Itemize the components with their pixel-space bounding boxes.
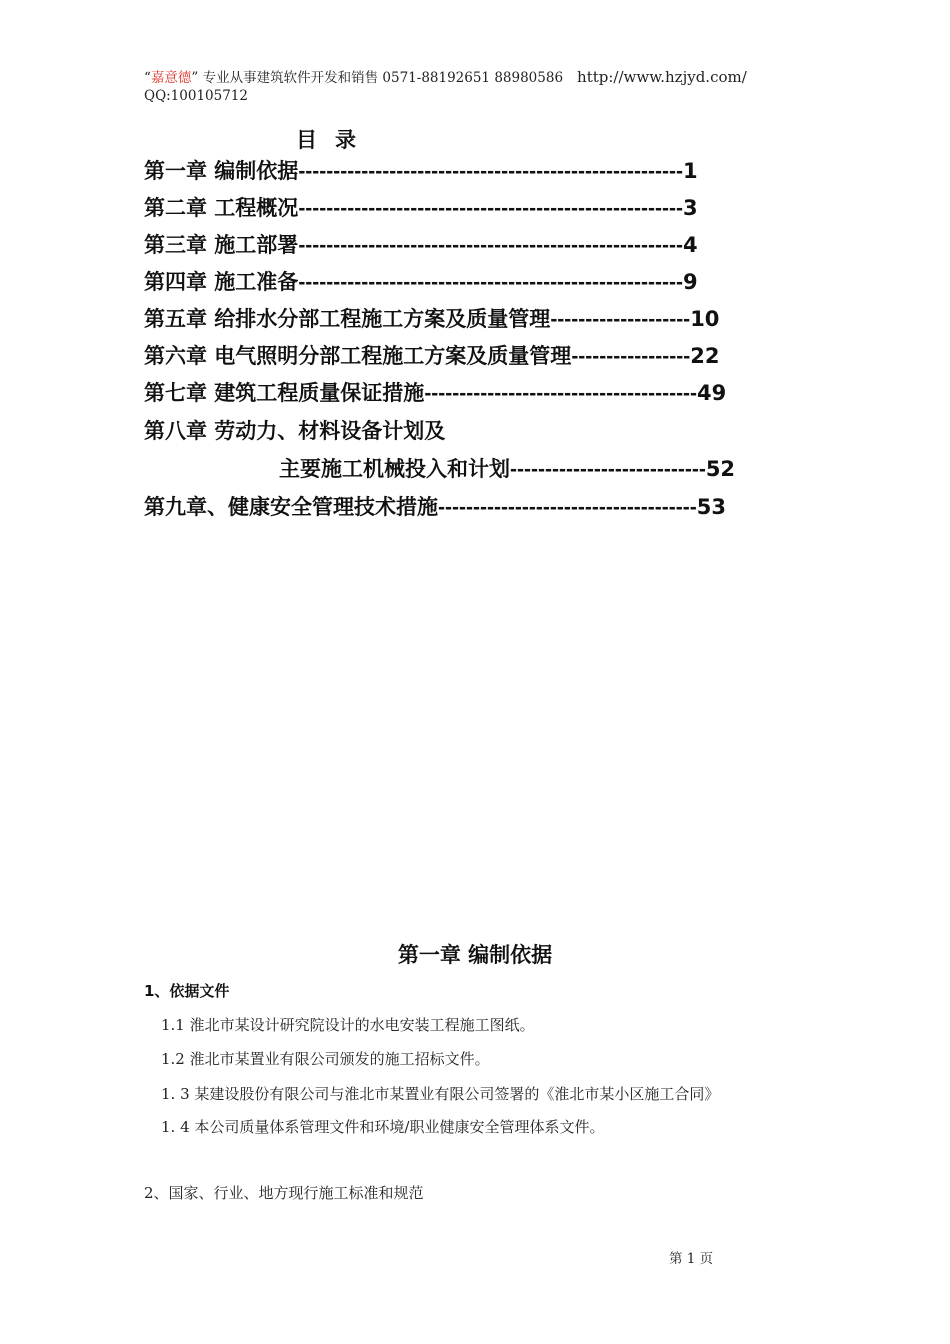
toc-entry[interactable] — [144, 340, 719, 377]
toc-entry-text: 第二章 工程概况 — [144, 196, 299, 220]
toc-entry[interactable] — [279, 453, 735, 490]
toc-page-number: 53 — [696, 495, 726, 519]
toc-page-number: 4 — [682, 233, 698, 257]
basis-item: 1.2 淮北市某置业有限公司颁发的施工招标文件。 — [161, 1050, 490, 1068]
toc-entry-text: 第七章 建筑工程质量保证措施 — [144, 381, 425, 405]
toc-entry[interactable] — [144, 303, 719, 340]
toc-entry-text: 第五章 给排水分部工程施工方案及质量管理 — [144, 307, 551, 331]
page-header — [144, 68, 747, 105]
toc-entry[interactable] — [144, 491, 726, 528]
toc-leader: ----------------- — [571, 345, 691, 368]
toc-entry-text: 第八章 劳动力、材料设备计划及 — [144, 419, 446, 443]
toc-entry-text: 第一章 编制依据 — [144, 159, 299, 183]
basis-item: 1.1 淮北市某设计研究院设计的水电安装工程施工图纸。 — [161, 1016, 535, 1034]
page-number-footer: 第 1 页 — [669, 1251, 714, 1267]
toc-page-number: 49 — [697, 381, 727, 405]
toc-leader: ------------------------------------- — [438, 496, 697, 519]
quote-open: “ — [144, 70, 151, 86]
quote-close: ” — [191, 70, 199, 86]
toc-title: 目录 — [296, 127, 374, 152]
header-tagline: 专业从事建筑软件开发和销售 0571-88192651 88980586 — [198, 70, 564, 86]
toc-page-number: 1 — [682, 159, 698, 183]
toc-entry[interactable] — [144, 192, 698, 229]
section-heading: 2、国家、行业、地方现行施工标准和规范 — [144, 1184, 424, 1202]
basis-item: 1. 4 本公司质量体系管理文件和环境/职业健康安全管理体系文件。 — [161, 1118, 605, 1136]
chapter-title — [0, 939, 950, 969]
toc-entry[interactable] — [144, 229, 698, 266]
toc-page-number: 10 — [690, 307, 720, 331]
toc-entry[interactable] — [144, 377, 726, 414]
toc-entry-text: 第六章 电气照明分部工程施工方案及质量管理 — [144, 344, 572, 368]
toc-leader: ---------------------------- — [510, 458, 706, 481]
toc-entry[interactable] — [144, 415, 445, 452]
toc-page-number: 9 — [682, 270, 698, 294]
basis-item: 1. 3 某建设股份有限公司与淮北市某置业有限公司签署的《淮北市某小区施工合同》 — [161, 1085, 720, 1103]
brand-name: 嘉意德 — [150, 70, 192, 86]
toc-entry[interactable] — [144, 155, 698, 192]
toc-leader: ------------------------------------------------------- — [298, 160, 683, 183]
toc-leader: ------------------------------------------------------- — [298, 197, 683, 220]
toc-entry-text: 第四章 施工准备 — [144, 270, 299, 294]
toc-page-number: 22 — [690, 344, 720, 368]
header-url[interactable]: http://www.hzjyd.com/ — [577, 68, 747, 86]
toc-leader: -------------------- — [550, 308, 691, 331]
toc-leader: --------------------------------------- — [424, 382, 698, 405]
section-heading: 1、依据文件 — [144, 982, 230, 1000]
toc-leader: ------------------------------------------------------- — [298, 271, 683, 294]
toc-entry[interactable] — [144, 266, 698, 303]
toc-entry-text: 第九章、健康安全管理技术措施 — [144, 495, 438, 519]
toc-page-number: 3 — [682, 196, 698, 220]
toc-leader: ------------------------------------------------------- — [298, 234, 683, 257]
chapter-title-text: 第一章 编制依据 — [397, 943, 553, 967]
toc-entry-text: 第三章 施工部署 — [144, 233, 299, 257]
toc-page-number: 52 — [705, 457, 736, 481]
header-qq: QQ:100105712 — [144, 88, 248, 104]
toc-entry-text: 主要施工机械投入和计划 — [279, 457, 510, 481]
header-line — [144, 68, 747, 87]
